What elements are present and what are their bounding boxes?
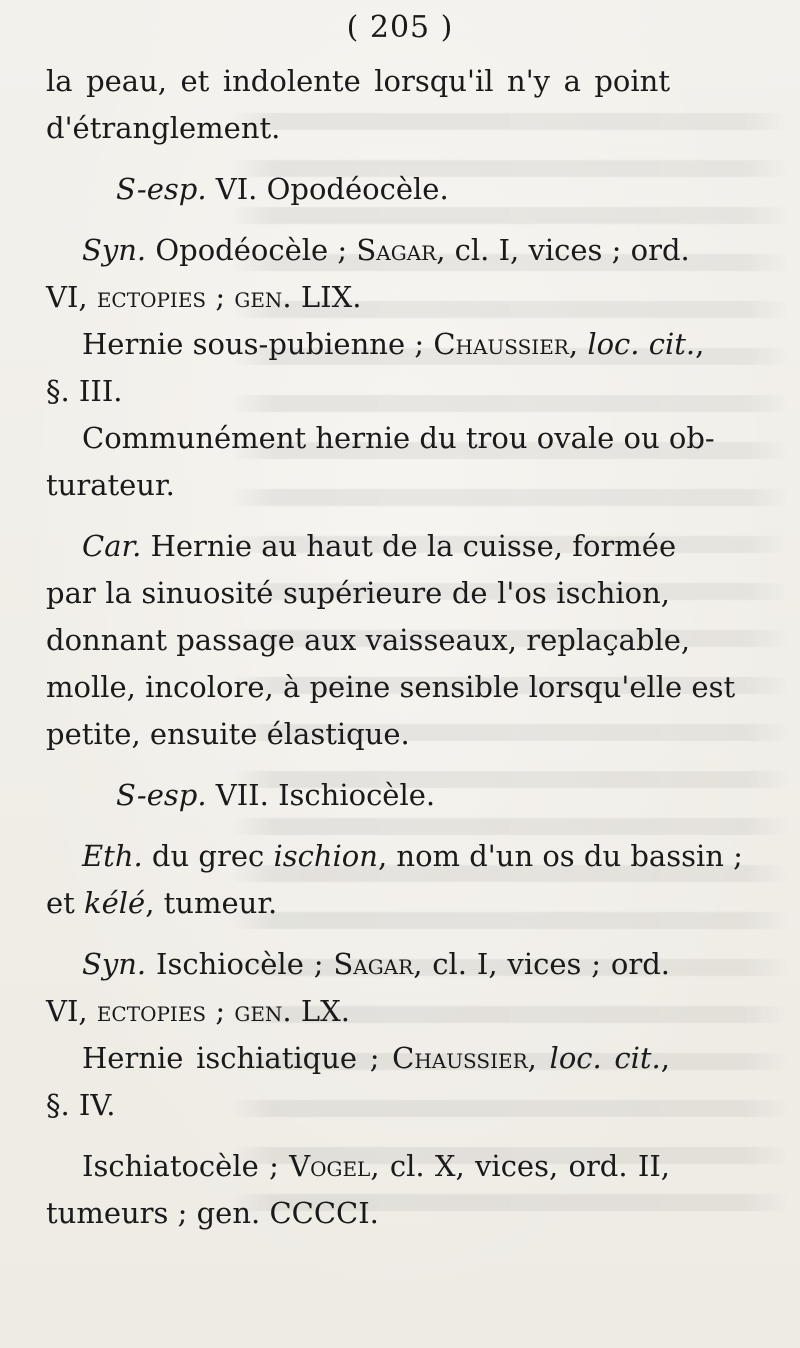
text-run: et bbox=[46, 886, 85, 920]
page-number: ( 205 ) bbox=[346, 10, 454, 45]
text-run: Sagar bbox=[356, 233, 437, 267]
text-run: , tumeur. bbox=[145, 886, 278, 920]
text-run: Hernie sous-pubienne ; bbox=[82, 327, 434, 361]
text-run: loc. cit. bbox=[549, 1041, 661, 1075]
text-line bbox=[46, 523, 677, 570]
text-run: , nom d'un os du bassin ; bbox=[377, 839, 743, 873]
text-run: S-esp. bbox=[116, 172, 207, 206]
text-line bbox=[46, 880, 670, 927]
text-run: Chaussier bbox=[392, 1041, 528, 1075]
text-line: petite, ensuite élastique. bbox=[46, 717, 410, 751]
text-line bbox=[46, 941, 670, 988]
text-line: §. III. bbox=[46, 374, 123, 408]
text-line: molle, incolore, à peine sensible lorsqu'elle est bbox=[46, 670, 736, 704]
text-line: tumeurs ; gen. CCCCI. bbox=[46, 1196, 379, 1230]
text-run: Car. bbox=[82, 529, 142, 563]
text-run: Hernie au haut de la cuisse, formée bbox=[141, 529, 677, 563]
text-line: la peau, et indolente lorsqu'il n'y a point bbox=[46, 64, 670, 98]
text-line bbox=[46, 772, 670, 819]
text-run: loc. cit. bbox=[587, 327, 696, 361]
text-run: , bbox=[695, 327, 705, 361]
text-run: Eth. bbox=[82, 839, 143, 873]
text-run: Ischiocèle ; bbox=[146, 947, 334, 981]
text-line bbox=[46, 833, 743, 880]
text-line bbox=[46, 166, 670, 213]
text-line: §. IV. bbox=[46, 1088, 116, 1122]
text-line bbox=[46, 227, 690, 274]
text-run: du grec bbox=[142, 839, 274, 873]
text-line: d'étranglement. bbox=[46, 111, 281, 145]
text-run: Syn. bbox=[82, 233, 147, 267]
text-line: donnant passage aux vaisseaux, replaçable, bbox=[46, 623, 691, 657]
text-line bbox=[46, 321, 705, 368]
text-run: , cl. I, vices ; ord. bbox=[413, 947, 670, 981]
text-line: Communément hernie du trou ovale ou ob- bbox=[82, 421, 715, 455]
text-line bbox=[46, 1143, 670, 1190]
text-run: kélé bbox=[84, 886, 146, 920]
text-line: turateur. bbox=[46, 468, 175, 502]
text-run: , cl. X, vices, ord. II, bbox=[370, 1149, 671, 1183]
text-line: par la sinuosité supérieure de l'os ischion, bbox=[46, 576, 670, 610]
text-line: VI, ectopies ; gen. LIX. bbox=[46, 280, 362, 314]
text-run: Syn. bbox=[82, 947, 147, 981]
text-run: VI. Opodéocèle. bbox=[206, 172, 449, 206]
text-run: Vogel bbox=[289, 1149, 371, 1183]
text-run: Sagar bbox=[333, 947, 414, 981]
text-run: Opodéocèle ; bbox=[146, 233, 357, 267]
text-run: , bbox=[568, 327, 588, 361]
text-run: Chaussier bbox=[433, 327, 569, 361]
text-run: , cl. I, vices ; ord. bbox=[436, 233, 690, 267]
text-line: VI, ectopies ; gen. LX. bbox=[46, 994, 350, 1028]
text-run: Ischiatocèle ; bbox=[82, 1149, 290, 1183]
text-run: , bbox=[527, 1041, 550, 1075]
body-text bbox=[46, 58, 743, 1237]
text-run: ischion bbox=[273, 839, 378, 873]
text-run: Hernie ischiatique ; bbox=[82, 1041, 393, 1075]
text-run: VII. Ischiocèle. bbox=[206, 778, 436, 812]
text-run: S-esp. bbox=[116, 778, 207, 812]
text-run: , bbox=[660, 1041, 670, 1075]
text-line bbox=[46, 1035, 670, 1082]
